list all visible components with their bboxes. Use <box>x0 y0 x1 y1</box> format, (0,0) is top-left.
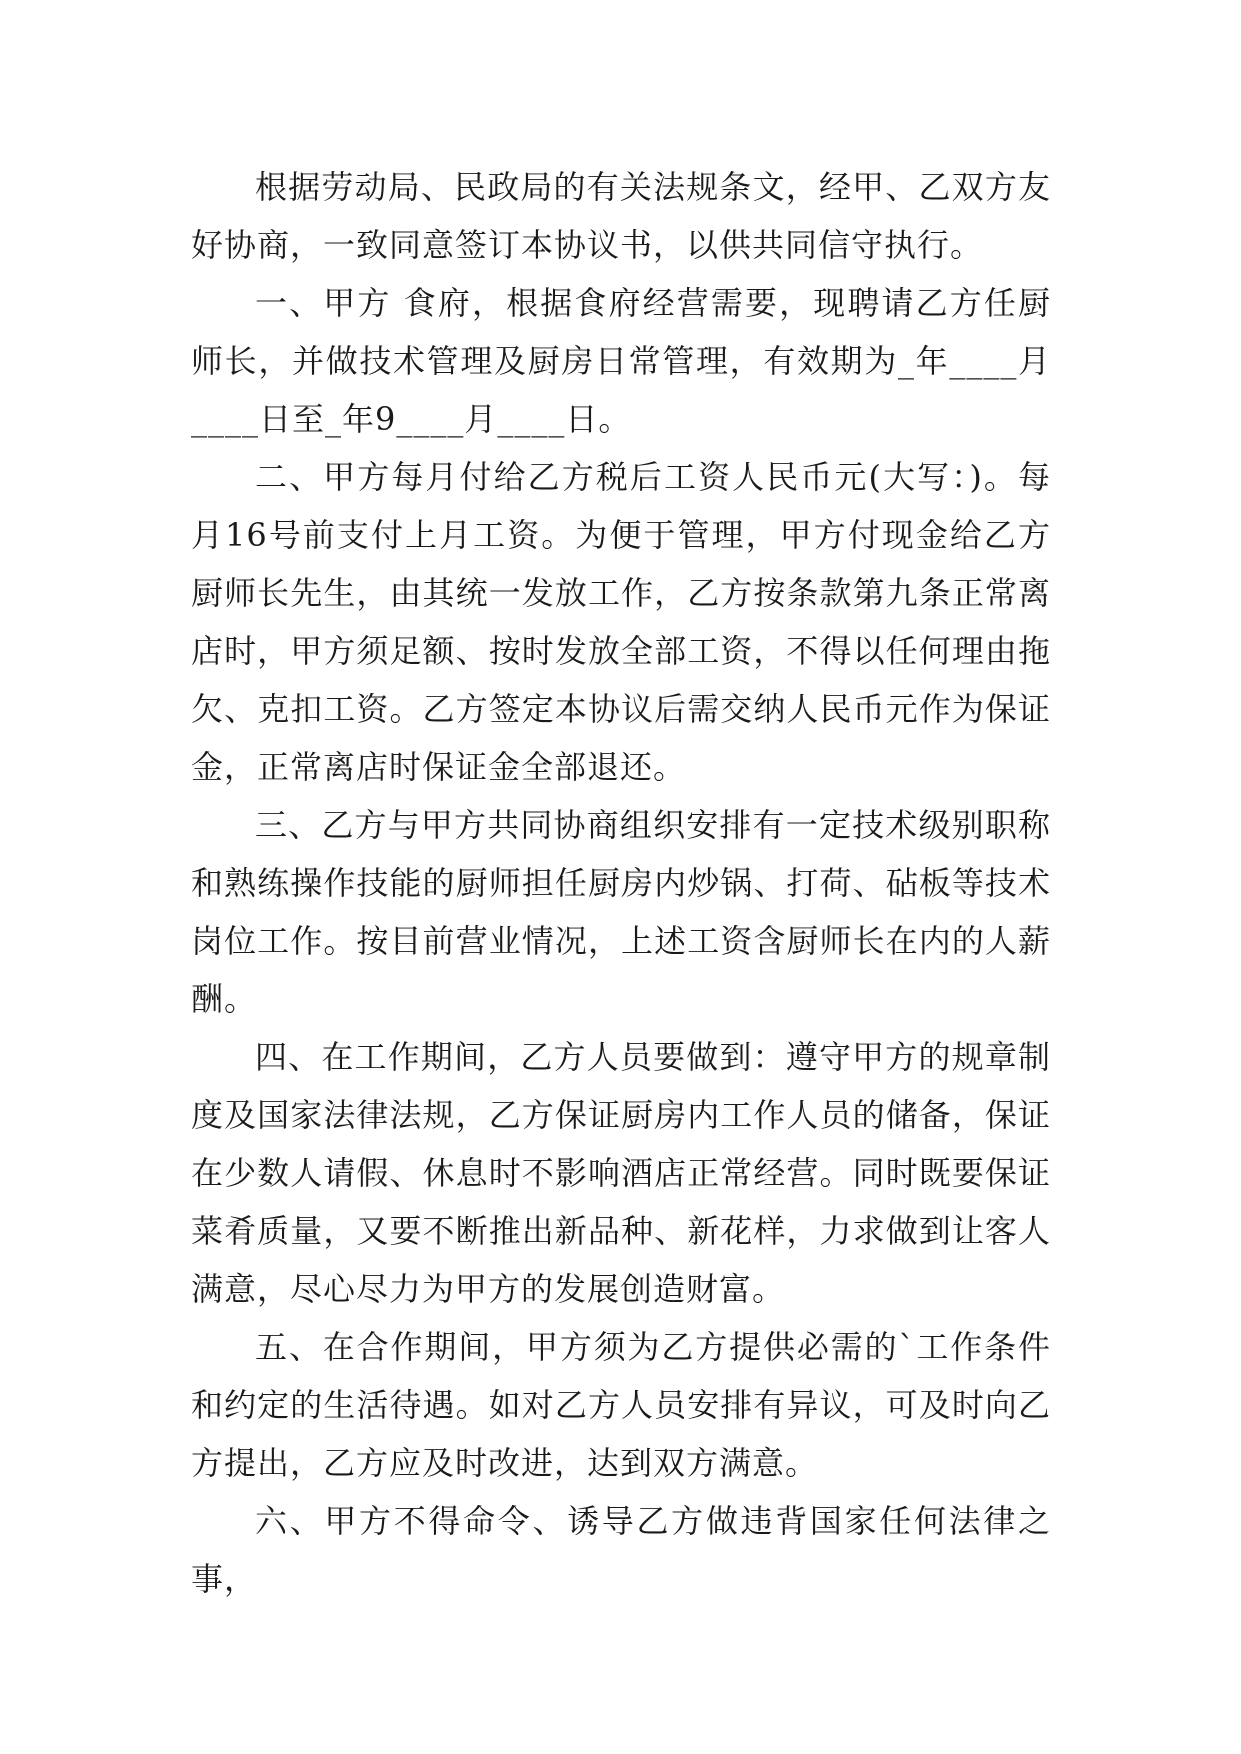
paragraph-clause-4: 四、在工作期间，乙方人员要做到：遵守甲方的规章制度及国家法律法规，乙方保证厨房内工作人员的储备，保证在少数人请假、休息时不影响酒店正常经营。同时既要保证菜肴质量，又要不断推出新品种、新花样，力求做到让客人满意，尽心尽力为甲方的发展创造财富。 <box>191 1038 1051 1308</box>
document-body <box>191 158 1051 1608</box>
paragraph-clause-2: 二、甲方每月付给乙方税后工资人民币元(大写：)。每月16号前支付上月工资。为便于管理，甲方付现金给乙方厨师长先生，由其统一发放工作，乙方按条款第九条正常离店时，甲方须足额、按时发放全部工资，不得以任何理由拖欠、克扣工资。乙方签定本协议后需交纳人民币元作为保证金，正常离店时保证金全部退还。 <box>191 458 1051 786</box>
paragraph-clause-3: 三、乙方与甲方共同协商组织安排有一定技术级别职称和熟练操作技能的厨师担任厨房内炒锅、打荷、砧板等技术岗位工作。按目前营业情况，上述工资含厨师长在内的人薪酬。 <box>191 806 1051 1018</box>
paragraph-clause-1: 一、甲方 食府，根据食府经营需要，现聘请乙方任厨师长，并做技术管理及厨房日常管理，有效期为_年____月____日至_年9____月____日。 <box>191 284 1051 438</box>
paragraph-preamble: 根据劳动局、民政局的有关法规条文，经甲、乙双方友好协商，一致同意签订本协议书，以供共同信守执行。 <box>191 168 1051 264</box>
paragraph-clause-5: 五、在合作期间，甲方须为乙方提供必需的`工作条件和约定的生活待遇。如对乙方人员安排有异议，可及时向乙方提出，乙方应及时改进，达到双方满意。 <box>191 1328 1051 1482</box>
paragraph-clause-6: 六、甲方不得命令、诱导乙方做违背国家任何法律之事， <box>191 1502 1051 1598</box>
